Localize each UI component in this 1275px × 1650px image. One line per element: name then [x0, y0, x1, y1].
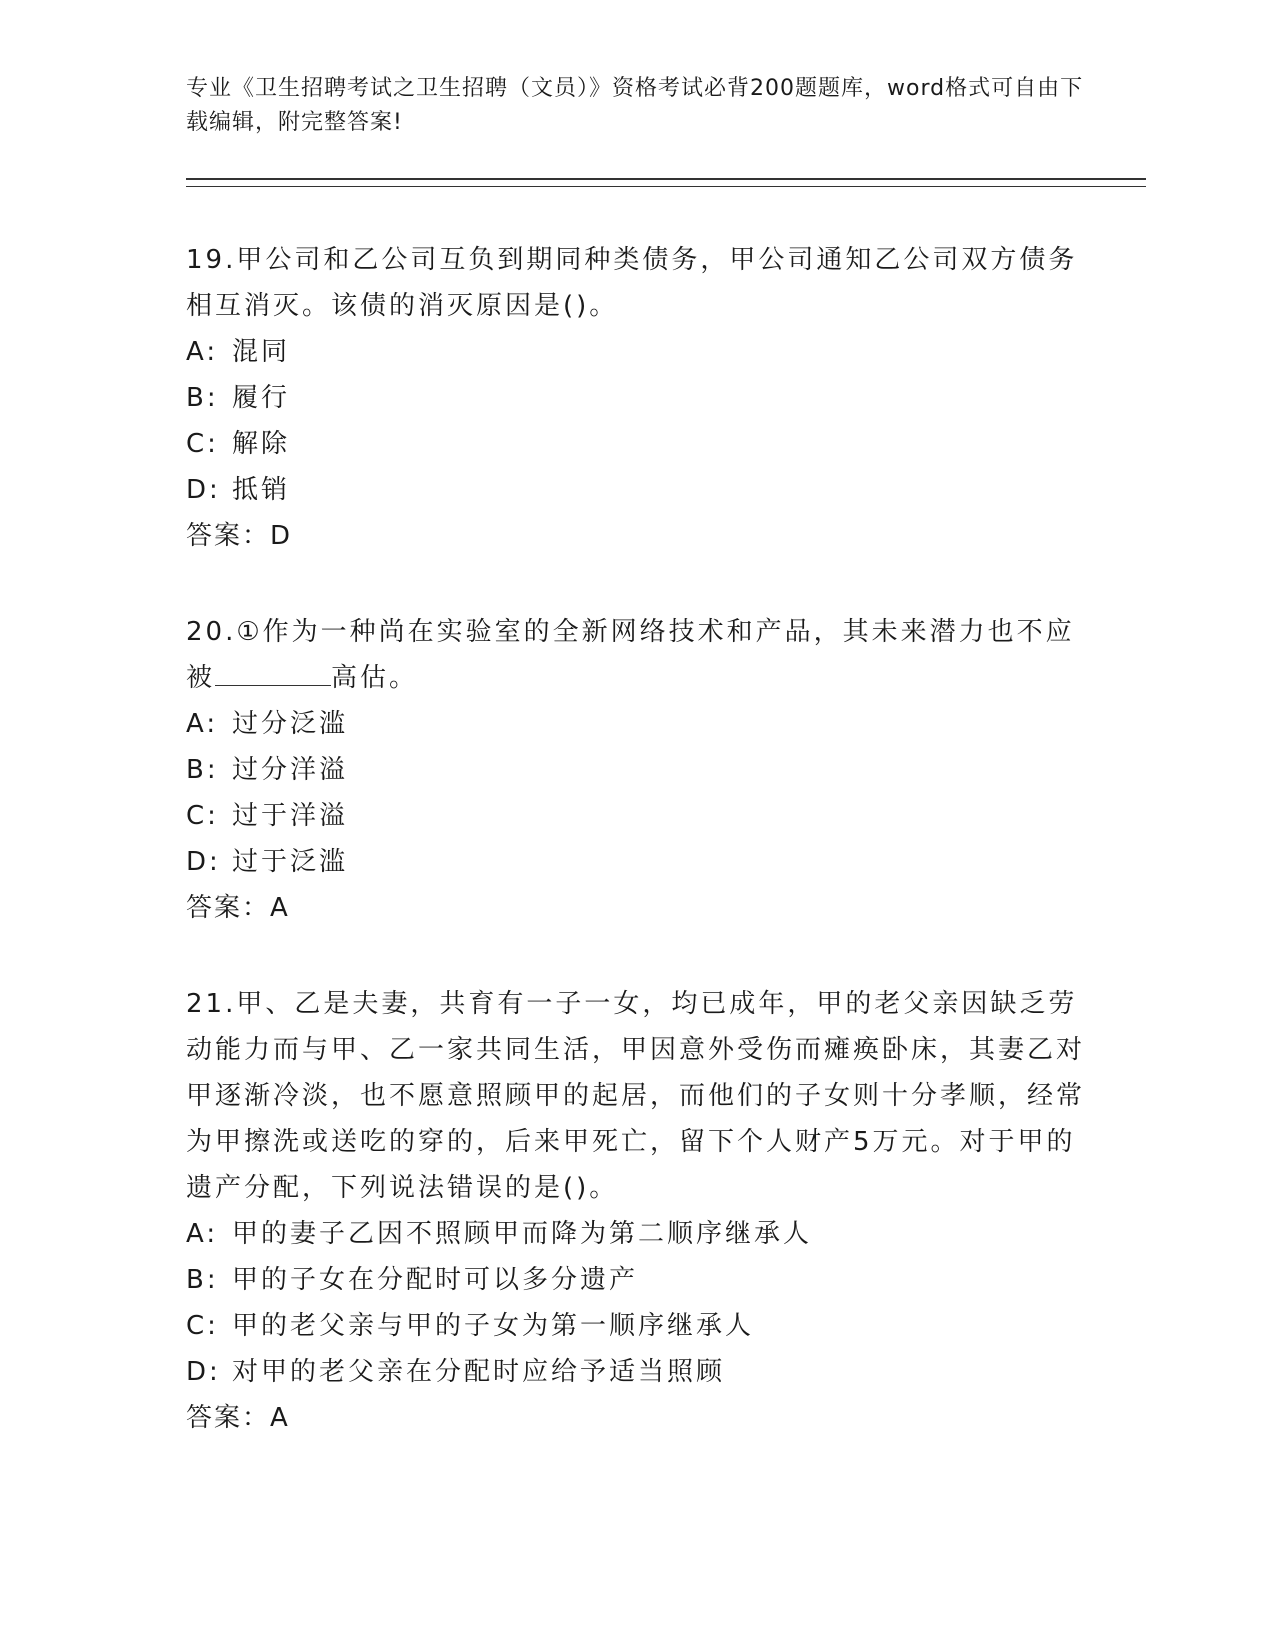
option-letter: D:	[186, 847, 221, 877]
option-letter: B:	[186, 1265, 219, 1295]
option-text: 过分泛滥	[232, 709, 349, 739]
option-letter: D:	[186, 475, 221, 505]
option-a	[186, 329, 1146, 375]
option-text: 过于洋溢	[232, 801, 349, 831]
question-19	[186, 237, 1146, 559]
option-letter: C:	[186, 429, 219, 459]
question-21	[186, 981, 1146, 1441]
option-letter: C:	[186, 801, 219, 831]
answer-line: 答案：A	[186, 893, 290, 923]
option-letter: A:	[186, 1219, 219, 1249]
option-b	[186, 1257, 1146, 1303]
option-letter: B:	[186, 755, 219, 785]
option-d	[186, 467, 1146, 513]
question-stem: 21.甲、乙是夫妻，共育有一子一女，均已成年，甲的老父亲因缺乏劳动能力而与甲、乙一家共同生活，甲因意外受伤而瘫痪卧床，其妻乙对甲逐渐冷淡，也不愿意照顾甲的起居，而他们的子女则十分孝顺，经常为甲擦洗或送吃的穿的，后来甲死亡，留下个人财产5万元。对于甲的遗产分配，下列说法错误的是()。	[186, 989, 1086, 1203]
option-text: 履行	[232, 383, 291, 413]
option-letter: A:	[186, 709, 219, 739]
option-a	[186, 701, 1146, 747]
answer-line: 答案：D	[186, 521, 293, 551]
option-c	[186, 793, 1146, 839]
option-d	[186, 1349, 1146, 1395]
option-text: 甲的老父亲与甲的子女为第一顺序继承人	[232, 1311, 755, 1341]
option-letter: B:	[186, 383, 219, 413]
option-text: 解除	[232, 429, 291, 459]
option-text: 对甲的老父亲在分配时应给予适当照顾	[232, 1357, 726, 1387]
document-header: 专业《卫生招聘考试之卫生招聘（文员）》资格考试必背200题题库，word格式可自由下载编辑，附完整答案!	[186, 76, 1084, 135]
question-stem: 19.甲公司和乙公司互负到期同种类债务，甲公司通知乙公司双方债务相互消灭。该债的消灭原因是()。	[186, 245, 1078, 321]
stem-before-blank: 20.①作为一种尚在实验室的全新网络技术和产品，其未来潜力也不应被	[186, 617, 1075, 693]
option-text: 抵销	[232, 475, 291, 505]
question-stem	[186, 609, 1086, 701]
question-20	[186, 609, 1146, 931]
option-letter: A:	[186, 337, 219, 367]
option-text: 过分洋溢	[232, 755, 349, 785]
option-text: 甲的妻子乙因不照顾甲而降为第二顺序继承人	[232, 1219, 813, 1249]
document-page	[186, 72, 1146, 1441]
option-b	[186, 747, 1146, 793]
fill-in-blank	[215, 659, 331, 686]
header-divider	[186, 178, 1146, 187]
option-c	[186, 1303, 1146, 1349]
option-letter: C:	[186, 1311, 219, 1341]
option-d	[186, 839, 1146, 885]
option-b	[186, 375, 1146, 421]
option-text: 甲的子女在分配时可以多分遗产	[232, 1265, 639, 1295]
option-letter: D:	[186, 1357, 221, 1387]
option-text: 混同	[232, 337, 291, 367]
option-a	[186, 1211, 1146, 1257]
answer-line: 答案：A	[186, 1403, 290, 1433]
option-c	[186, 421, 1146, 467]
option-text: 过于泛滥	[232, 847, 349, 877]
stem-after-blank: 高估。	[331, 663, 419, 693]
